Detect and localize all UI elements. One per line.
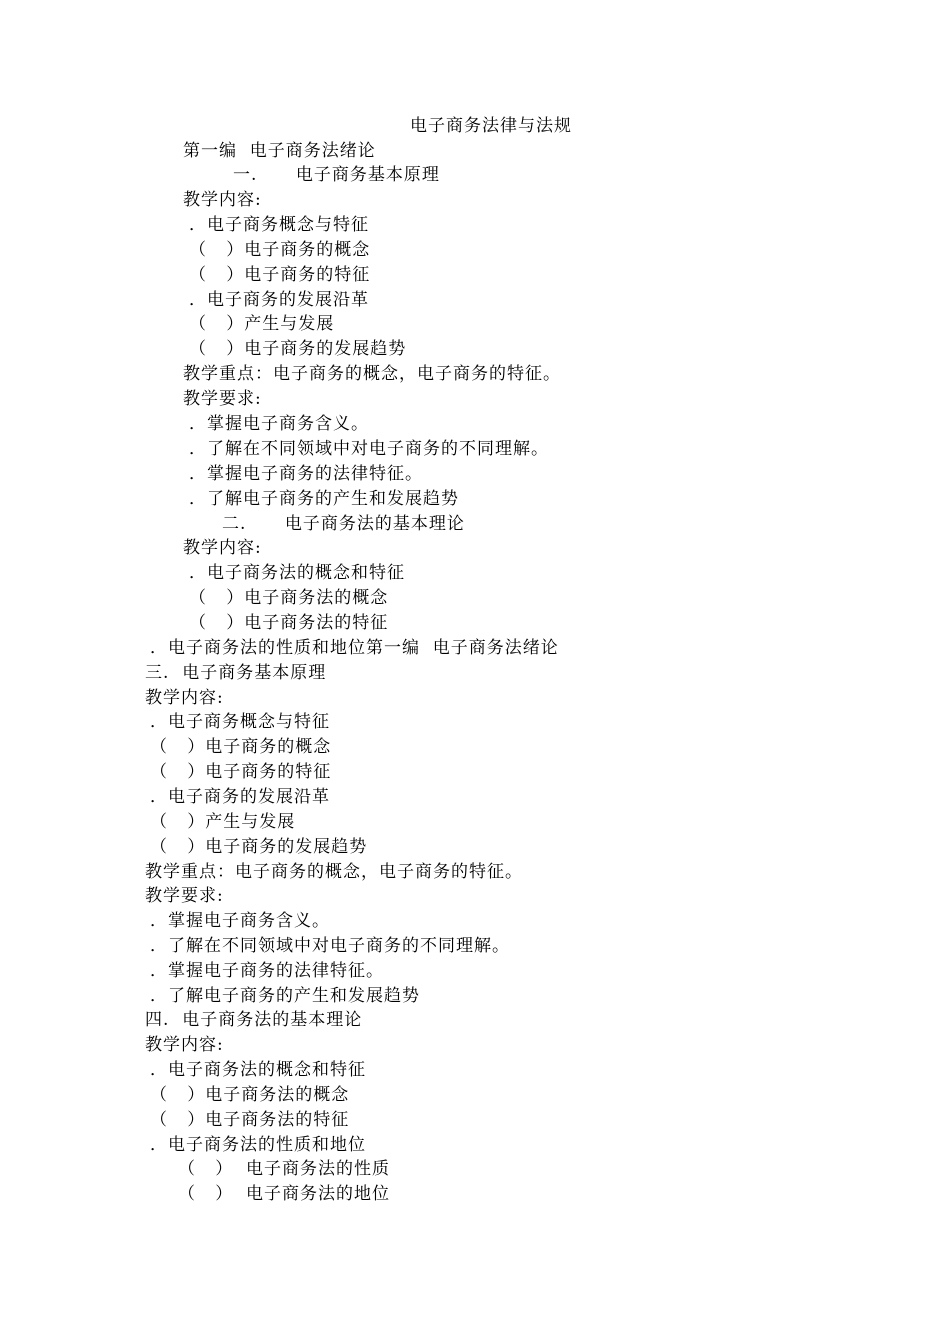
- text-line: 教学要求:: [183, 389, 262, 409]
- list-item: ．电子商务法的性质和地位: [150, 1135, 366, 1155]
- list-item: ．掌握电子商务的法律特征。: [189, 464, 423, 484]
- list-item: （ ） 电子商务法的地位: [178, 1184, 391, 1204]
- section-heading: 一. 电子商务基本原理: [233, 165, 440, 185]
- list-item: ．电子商务法的概念和特征: [150, 1060, 366, 1080]
- list-item: （ ）电子商务的特征: [150, 762, 332, 782]
- document-title: 电子商务法律与法规: [410, 116, 572, 136]
- list-item: ．掌握电子商务的法律特征。: [150, 961, 384, 981]
- list-item: ．了解电子商务的产生和发展趋势: [150, 986, 420, 1006]
- list-item: （ ）电子商务的特征: [189, 265, 371, 285]
- text-line: 教学内容:: [145, 1035, 224, 1055]
- list-item: （ ）电子商务法的概念: [189, 588, 389, 608]
- part-heading: 第一编 电子商务法绪论: [183, 141, 376, 161]
- list-item: ．掌握电子商务含义。: [150, 911, 330, 931]
- list-item: （ ）产生与发展: [150, 812, 296, 832]
- text-line: 教学要求:: [145, 886, 224, 906]
- section-heading: 三. 电子商务基本原理: [145, 663, 327, 683]
- list-item: （ ）产生与发展: [189, 314, 335, 334]
- text-line: 教学重点：电子商务的概念，电子商务的特征。: [145, 862, 523, 882]
- text-line: 教学重点：电子商务的概念，电子商务的特征。: [183, 364, 561, 384]
- list-item: （ ）电子商务法的特征: [150, 1110, 350, 1130]
- section-heading: 四. 电子商务法的基本理论: [145, 1010, 363, 1030]
- list-item: （ ）电子商务的概念: [189, 240, 371, 260]
- list-item: ．电子商务法的性质和地位第一编 电子商务法绪论: [150, 638, 559, 658]
- list-item: （ ） 电子商务法的性质: [178, 1159, 391, 1179]
- list-item: （ ）电子商务的概念: [150, 737, 332, 757]
- list-item: ．电子商务概念与特征: [189, 215, 369, 235]
- list-item: （ ）电子商务法的特征: [189, 613, 389, 633]
- list-item: （ ）电子商务的发展趋势: [189, 339, 407, 359]
- list-item: （ ）电子商务的发展趋势: [150, 837, 368, 857]
- list-item: （ ）电子商务法的概念: [150, 1085, 350, 1105]
- text-line: 教学内容:: [145, 688, 224, 708]
- list-item: ．电子商务法的概念和特征: [189, 563, 405, 583]
- list-item: ．了解在不同领域中对电子商务的不同理解。: [150, 936, 510, 956]
- list-item: ．了解电子商务的产生和发展趋势: [189, 489, 459, 509]
- list-item: ．了解在不同领域中对电子商务的不同理解。: [189, 439, 549, 459]
- list-item: ．掌握电子商务含义。: [189, 414, 369, 434]
- list-item: ．电子商务的发展沿革: [189, 290, 369, 310]
- section-heading: 二. 电子商务法的基本理论: [222, 514, 465, 534]
- list-item: ．电子商务的发展沿革: [150, 787, 330, 807]
- text-line: 教学内容:: [183, 538, 262, 558]
- text-line: 教学内容:: [183, 190, 262, 210]
- list-item: ．电子商务概念与特征: [150, 712, 330, 732]
